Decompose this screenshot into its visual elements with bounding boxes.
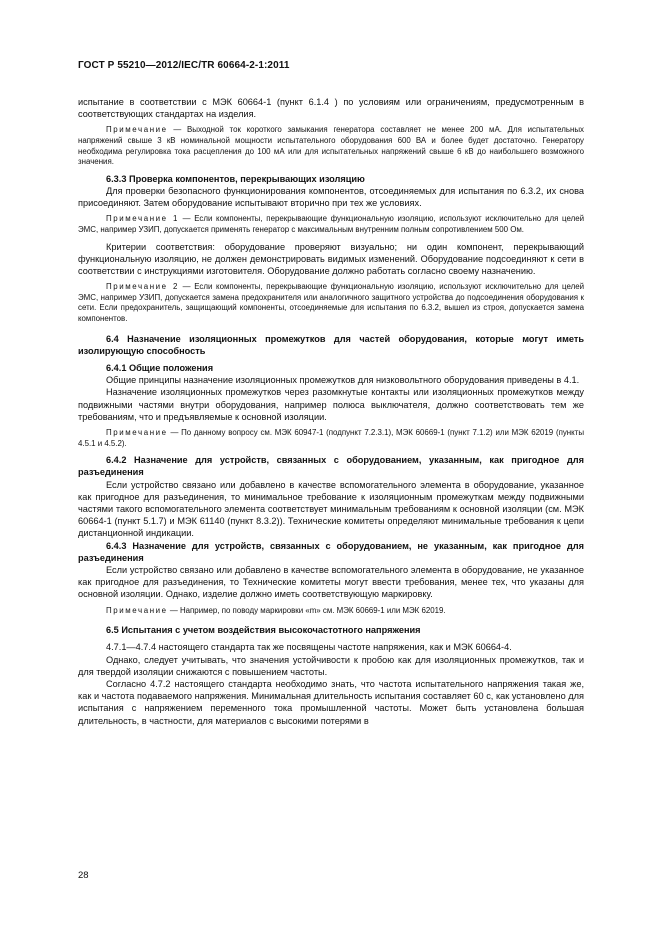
note-text: — Если компоненты, перекрывающие функциональную изоляцию, используют исключительно для целей ЭМС, например УЗИП, допускается замена предохранителя или аналогичного защитного устройства до подсоединения оборудования к сети. Если предохранитель, защищающий компоненты, отсоединяемые для испытания по 6.3.2, вышел из строя, допускается замена компонентов. (78, 282, 584, 323)
page-number: 28 (78, 870, 89, 881)
paragraph-6-4-1-2: Назначение изоляционных промежутков через разомкнутые контакты или изоляционных промежутков между подвижными частями внутри оборудования, например полюса выключателя, должно соответствовать тем же требованиям, что и предъявляемые к основной изоляции. (78, 387, 584, 422)
section-heading-6-5: 6.5 Испытания с учетом воздействия высокочастотного напряжения (106, 625, 421, 636)
note-label: Примечание 2 (106, 282, 179, 292)
page-content (78, 96, 584, 727)
note-label: Примечание (106, 427, 168, 437)
note-text: — По данному вопросу см. МЭК 60947-1 (подпункт 7.2.3.1), МЭК 60669-1 (пункт 7.1.2) или МЭК 62019 (пункты 4.5.1 и 4.5.2). (78, 427, 584, 448)
note-marking (78, 606, 584, 617)
paragraph-6-4-3: Если устройство связано или добавлено в качестве вспомогательного элемента в оборудование, не указанное как пригодное для разъединения, то Технические комитеты могут ввести требования, менее тех, что указаны для основной изоляции. Однако, изделие должно иметь соответствующую маркировку. (78, 565, 584, 600)
note-label: Примечание 1 (106, 214, 179, 224)
note-1-emc (78, 214, 584, 235)
note-text: — Если компоненты, перекрывающие функциональную изоляцию, используют исключительно для целей ЭМС, например УЗИП, допускается применять генератор с максимальным внутренним полным сопротивлением 500 Ом. (78, 214, 584, 234)
note-generator (78, 125, 584, 167)
paragraph-6-3-3-2: Критерии соответствия: оборудование проверяют визуально; ни один компонент, перекрывающий функциональную изоляцию, не должен демонстрировать видимых изменений. Оборудование подсоединяют к сети в соответствии с инструкциями изготовителя. Оборудование должно работать согласно своему назначению. (78, 241, 584, 276)
note-label: Примечание (106, 605, 168, 615)
note-text: — Выходной ток короткого замыкания генератора составляет не менее 200 мА. Для испытательных напряжений свыше 3 кВ номинальной мощности испытательного оборудования 600 ВА и более будет достаточно. Генератору необходима регулировка тока расцепления до 100 мА или для испытательных напряжений свыше 6 кВ до наибольшего возможного значения. (78, 125, 584, 167)
note-2-fuse (78, 282, 584, 324)
page-header: ГОСТ Р 55210—2012/IEC/TR 60664-2-1:2011 (78, 60, 290, 71)
section-heading-6-4: 6.4 Назначение изоляционных промежутков для частей оборудования, которые могут иметь изолирующую способность (78, 333, 584, 356)
paragraph-6-5-3: Согласно 4.7.2 настоящего стандарта необходимо знать, что частота испытательного напряжения такая же, как и частота подаваемого напряжения. Минимальная длительность испытания составляет 60 с, как установлено для испытания с напряжением переменного тока промышленной частоты. Может быть установлена большая длительность, в частности, для материалов с высокими потерями в (78, 679, 584, 726)
note-text: — Например, по поводу маркировки «m» см. МЭК 60669-1 или МЭК 62019. (167, 605, 446, 615)
paragraph-6-3-3-1: Для проверки безопасного функционирования компонентов, отсоединяемых для испытания по 6.3.2, их снова присоединяют. Затем оборудование испытывают вторично при тех же условиях. (78, 185, 584, 209)
section-heading-6-4-2: 6.4.2 Назначение для устройств, связанных с оборудованием, указанным, как пригодное для разъединения (78, 455, 584, 478)
paragraph-6-5-2: Однако, следует учитывать, что значения устойчивости к пробою как для изоляционных промежутков, так и для твердой изоляции снижаются с повышением частоты. (78, 654, 584, 677)
paragraph-intro: испытание в соответствии с МЭК 60664-1 (пункт 6.1.4 ) по условиям или ограничениям, предусмотренным в соответствующих стандартах на изделия. (78, 97, 584, 120)
section-heading-6-4-1: 6.4.1 Общие положения (106, 362, 214, 373)
paragraph-6-4-1-1: Общие принципы назначение изоляционных промежутков для низковольтного оборудования приведены в 4.1. (106, 375, 580, 386)
note-label: Примечание (106, 125, 168, 135)
paragraph-6-5-1: 4.7.1—4.7.4 настоящего стандарта так же посвящены частоте напряжения, как и МЭК 60664-4. (106, 642, 512, 653)
section-heading-6-4-3: 6.4.3 Назначение для устройств, связанных с оборудованием, не указанным, как пригодное для разъединения (78, 540, 584, 563)
section-heading-6-3-3: 6.3.3 Проверка компонентов, перекрывающих изоляцию (106, 173, 365, 184)
paragraph-6-4-2: Если устройство связано или добавлено в качестве вспомогательного элемента в оборудование, указанное как пригодное для разъединения, то минимальное требование к изоляционным промежуткам между подвижными частями такого вспомогательного элемента соответствует минимальным требованиям к основной изоляции (см. МЭК 60664-1 (пункт 5.1.7) и МЭК 61140 (пункт 8.3.2)). Технические комитеты определяют минимальные требования к цепи дистанционной индикации. (78, 479, 584, 539)
note-iec-references (78, 428, 584, 449)
